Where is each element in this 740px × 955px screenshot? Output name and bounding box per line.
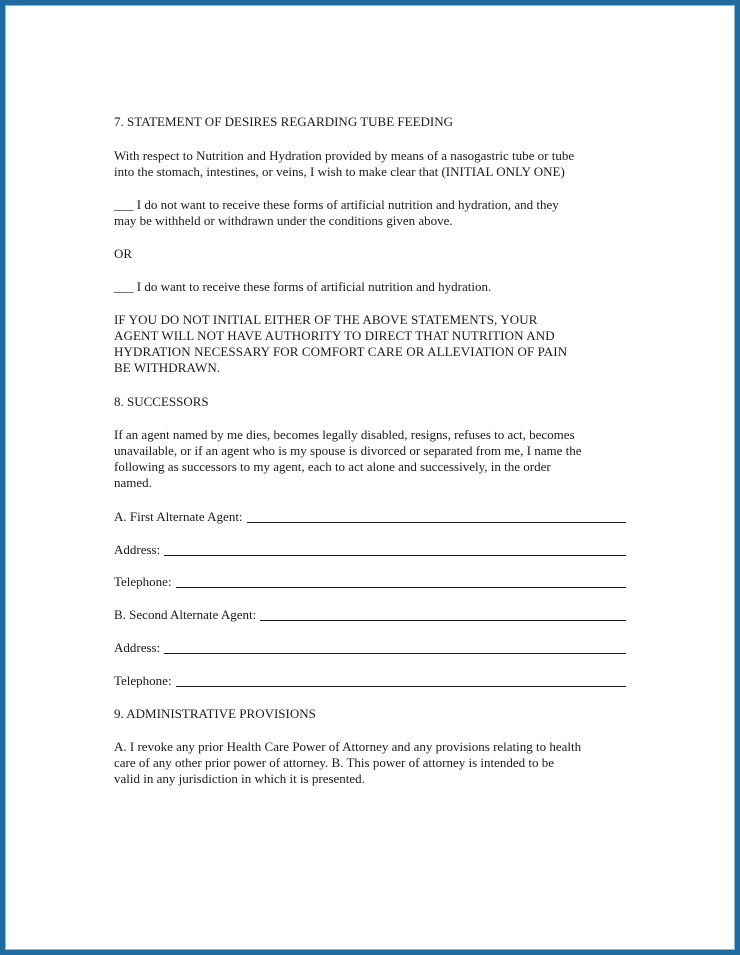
section-7-intro-line-2: into the stomach, intestines, or veins, I wish to make clear that (INITIAL ONLY ONE) [114,164,565,179]
section-8-body-line-4: named. [114,475,152,490]
section-8-body-line-1: If an agent named by me dies, becomes legally disabled, resigns, refuses to act, becomes [114,427,575,442]
first-alternate-telephone-blank[interactable] [176,575,626,588]
first-alternate-address-label: Address: [114,542,161,557]
section-7-heading: 7. STATEMENT OF DESIRES REGARDING TUBE FEEDING [114,114,454,129]
second-alternate-telephone-label: Telephone: [114,673,172,688]
first-alternate-agent-blank[interactable] [247,510,626,523]
first-alternate-address-blank[interactable] [164,543,626,556]
section-8-body-line-2: unavailable, or if an agent who is my spouse is divorced or separated from me, I name the [114,443,582,458]
warning-line-1: IF YOU DO NOT INITIAL EITHER OF THE ABOVE STATEMENTS, YOUR [114,312,538,327]
section-9-body-line-3: valid in any jurisdiction in which it is presented. [114,771,365,786]
second-alternate-agent-label: B. Second Alternate Agent: [114,607,257,622]
section-7-intro-line-1: With respect to Nutrition and Hydration provided by means of a nasogastric tube or tube [114,148,575,163]
option-yes-tube-feeding: ___ I do want to receive these forms of artificial nutrition and hydration. [114,279,492,294]
second-alternate-address-field[interactable] [114,640,626,656]
option-no-tube-feeding-line-2: may be withheld or withdrawn under the conditions given above. [114,213,453,228]
first-alternate-agent-field[interactable] [114,509,626,525]
warning-line-3: HYDRATION NECESSARY FOR COMFORT CARE OR ALLEVIATION OF PAIN [114,344,568,359]
second-alternate-address-blank[interactable] [164,641,626,654]
or-separator: OR [114,246,133,261]
first-alternate-address-field[interactable] [114,542,626,558]
warning-line-4: BE WITHDRAWN. [114,360,221,375]
section-8-heading: 8. SUCCESSORS [114,394,209,409]
first-alternate-telephone-field[interactable] [114,574,626,590]
second-alternate-agent-blank[interactable] [260,608,626,621]
second-alternate-telephone-blank[interactable] [176,674,626,687]
second-alternate-telephone-field[interactable] [114,673,626,689]
second-alternate-agent-field[interactable] [114,607,626,623]
section-9-body-line-1: A. I revoke any prior Health Care Power of Attorney and any provisions relating to health [114,739,582,754]
section-8-body-line-3: following as successors to my agent, each to act alone and successively, in the order [114,459,551,474]
first-alternate-agent-label: A. First Alternate Agent: [114,509,243,524]
second-alternate-address-label: Address: [114,640,161,655]
section-9-heading: 9. ADMINISTRATIVE PROVISIONS [114,706,316,721]
option-no-tube-feeding-line-1: ___ I do not want to receive these forms of artificial nutrition and hydration, and they [114,197,559,212]
warning-line-2: AGENT WILL NOT HAVE AUTHORITY TO DIRECT THAT NUTRITION AND [114,328,555,343]
first-alternate-telephone-label: Telephone: [114,574,172,589]
section-9-body-line-2: care of any other prior power of attorney. B. This power of attorney is intended to be [114,755,555,770]
document-page [5,5,735,950]
